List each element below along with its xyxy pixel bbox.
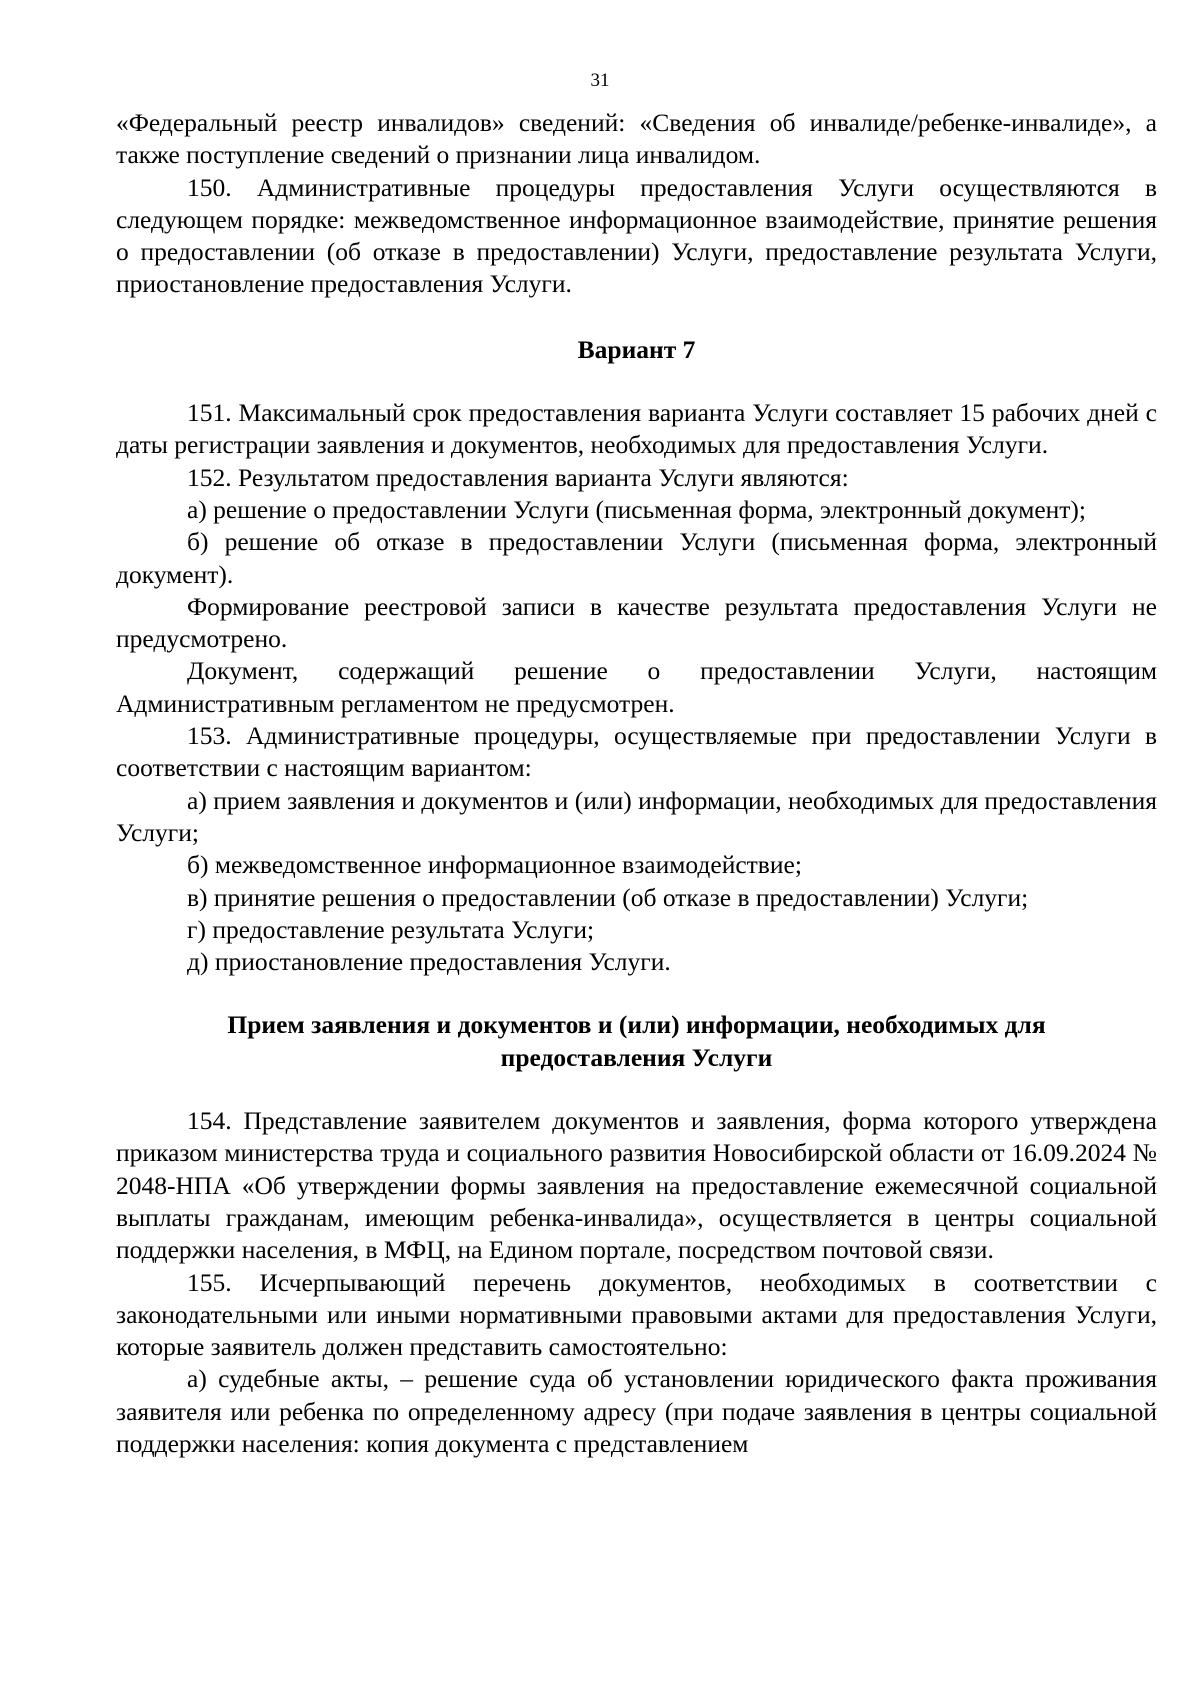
paragraph-150: 150. Административные процедуры предоставления Услуги осуществляются в следующем порядке: межведомственное информационное взаимодействие, принятие решения о предоставлении (об отказе в предоставлении) Услуги, предоставление результата Услуги, приостановление предоставления Услуги.: [116, 172, 1157, 299]
list-item-153-b: б) межведомственное информационное взаимодействие;: [187, 850, 802, 880]
list-item-152-a: а) решение о предоставлении Услуги (письменная форма, электронный документ);: [187, 494, 1087, 524]
paragraph-151: 151. Максимальный срок предоставления варианта Услуги составляет 15 рабочих дней с даты регистрации заявления и документов, необходимых для предоставления Услуги.: [116, 398, 1157, 460]
list-item-153-a: а) прием заявления и документов и (или) информации, необходимых для предоставления Услуги;: [116, 785, 1157, 847]
page-number: 31: [590, 70, 610, 91]
paragraph-registry-record: Формирование реестровой записи в качестве результата предоставления Услуги не предусмотрено.: [116, 591, 1157, 654]
paragraph-decision-document: Документ, содержащий решение о предоставлении Услуги, настоящим Административным регламентом не предусмотрен.: [116, 656, 1157, 718]
paragraph-continuation: «Федеральный реестр инвалидов» сведений: «Сведения об инвалиде/ребенке-инвалиде», а также поступление сведений о признании лица инвалидом.: [116, 108, 1157, 170]
paragraph-153: 153. Административные процедуры, осуществляемые при предоставлении Услуги в соответствии с настоящим вариантом:: [116, 721, 1157, 783]
list-item-153-c: в) принятие решения о предоставлении (об отказе в предоставлении) Услуги;: [187, 882, 1029, 912]
list-item-153-d: г) предоставление результата Услуги;: [187, 914, 595, 944]
list-item-152-b: б) решение об отказе в предоставлении Услуги (письменная форма, электронный документ).: [116, 527, 1157, 589]
paragraph-155: 155. Исчерпывающий перечень документов, необходимых в соответствии с законодательными или иными нормативными правовыми актами для предоставления Услуги, которые заявитель должен представить самостоятельно:: [116, 1267, 1157, 1362]
paragraph-152: 152. Результатом предоставления варианта Услуги являются:: [187, 462, 849, 492]
heading-variant-7: Вариант 7: [577, 334, 696, 364]
heading-section-application-intake: Прием заявления и документов и (или) информации, необходимых для предоставления Услуги: [227, 1010, 1046, 1072]
list-item-153-e: д) приостановление предоставления Услуги.: [187, 947, 671, 977]
list-item-155-a: а) судебные акты, – решение суда об установлении юридического факта проживания заявителя или ребенка по определенному адресу (при подаче заявления в центры социальной поддержки населения: копия документа с представлением: [116, 1364, 1157, 1458]
paragraph-154: 154. Представление заявителем документов и заявления, форма которого утверждена приказом министерства труда и социального развития Новосибирской области от 16.09.2024 № 2048-НПА «Об утверждении формы заявления на предоставление ежемесячной социальной выплаты гражданам, имеющим ребенка-инвалида», осуществляется в центры социальной поддержки населения, в МФЦ, на Едином портале, посредством почтовой связи.: [116, 1106, 1157, 1265]
document-body: [116, 107, 1157, 1460]
